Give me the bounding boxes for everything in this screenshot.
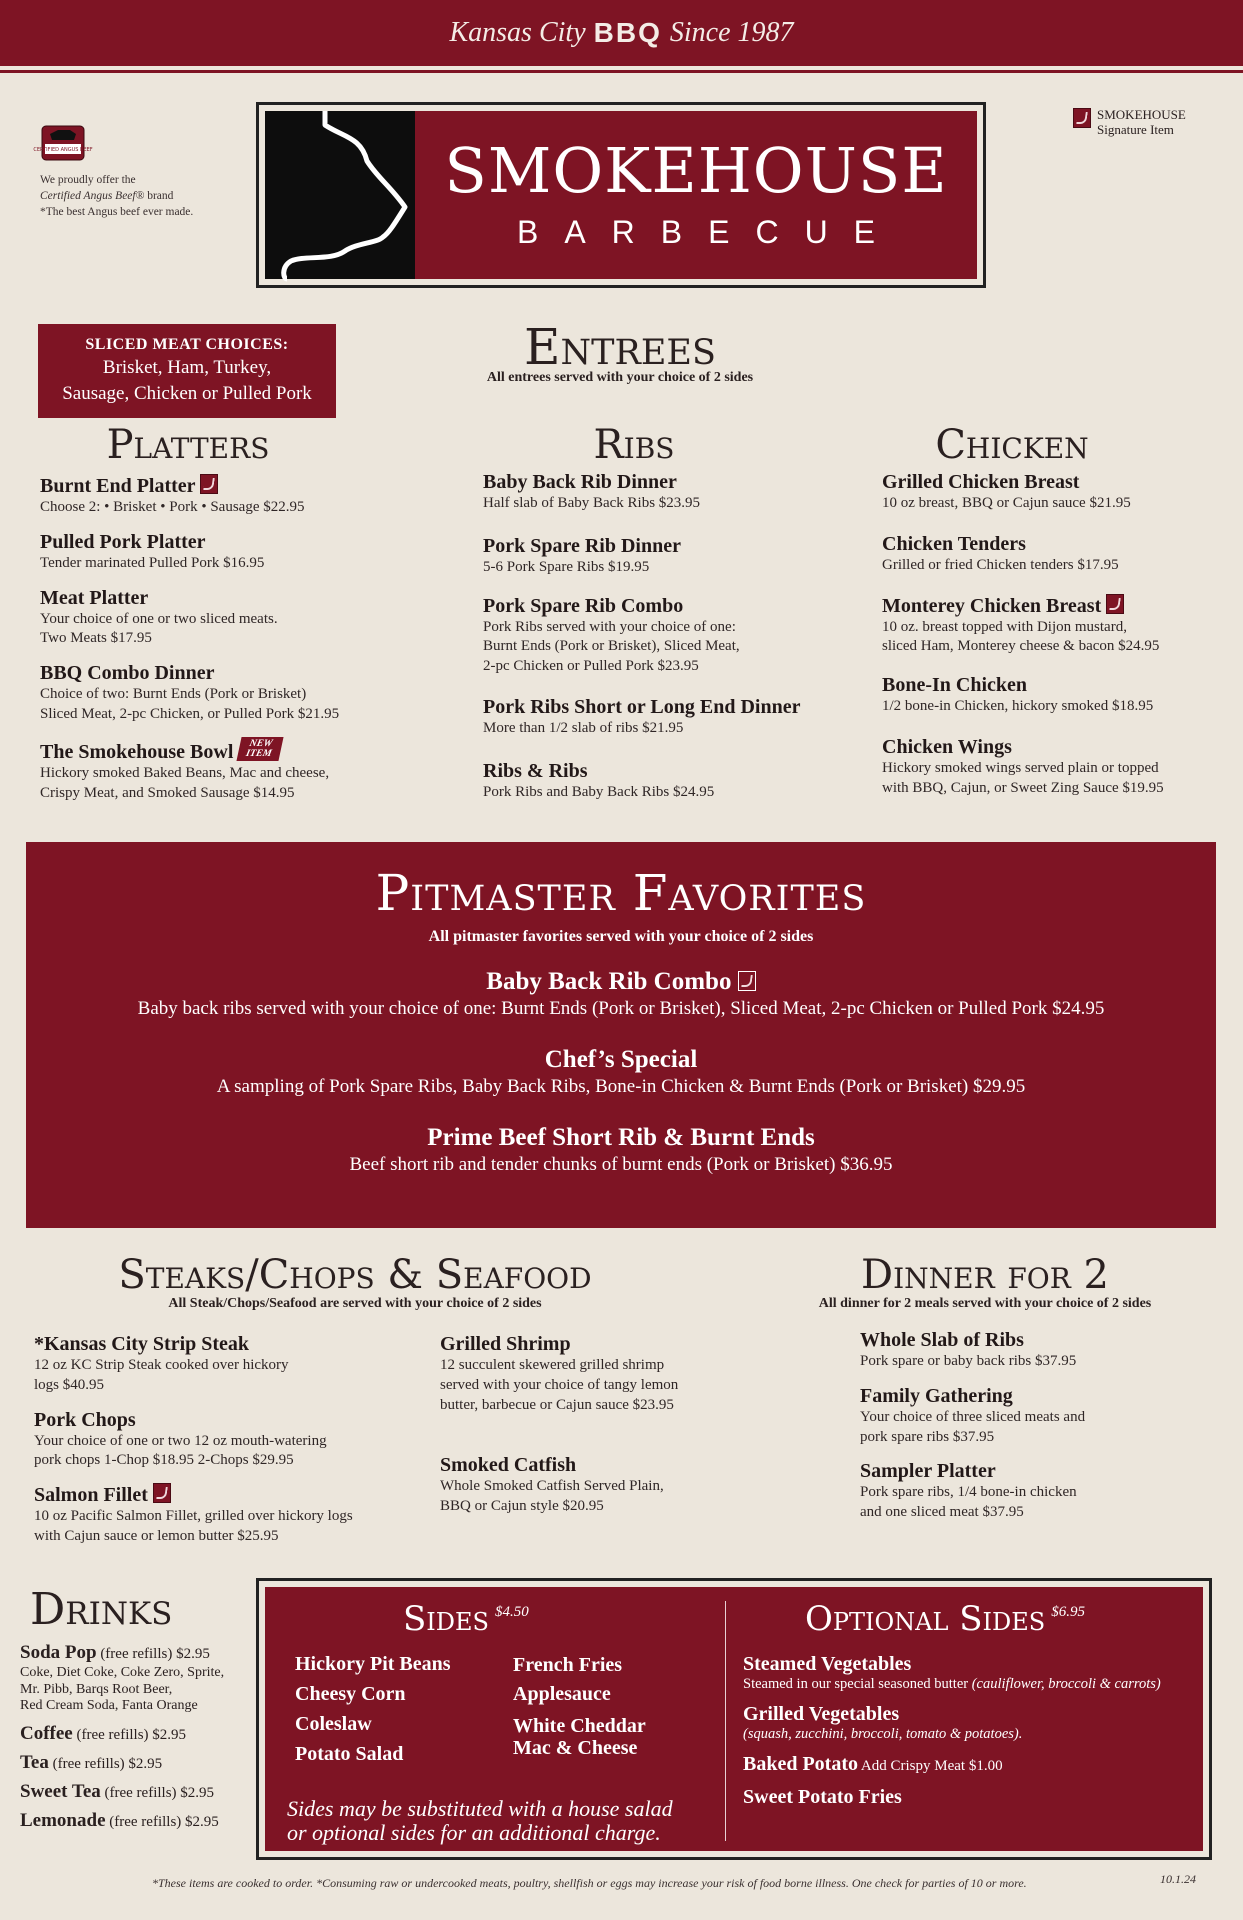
sides-list-col1	[295, 1649, 451, 1769]
item-desc: Choose 2: • Brisket • Pork • Sausage $22.95	[40, 499, 305, 515]
steaks-list-left	[34, 1332, 434, 1559]
item-desc: Hickory smoked Baked Beans, Mac and cheese,	[40, 764, 330, 781]
optional-side-item	[743, 1786, 1203, 1809]
angus-note	[40, 172, 240, 220]
signature-item-icon	[153, 1483, 171, 1503]
item-desc-italic: (squash, zucchini, broccoli, tomato & potatoes).	[743, 1726, 1023, 1742]
item-desc: Choice of two: Burnt Ends (Pork or Brisket)	[40, 686, 307, 703]
item-name: Prime Beef Short Rib & Burnt Ends	[427, 1124, 815, 1151]
drinks-title: Drinks	[30, 1584, 173, 1635]
new-badge-line2: ITEM	[245, 747, 274, 759]
new-badge-line1: NEW	[248, 737, 274, 749]
item-desc: Your choice of one or two 12 oz mouth-watering	[34, 1432, 327, 1449]
sliced-heading: SLICED MEAT CHOICES:	[85, 336, 289, 353]
menu-item	[40, 474, 460, 518]
menu-item	[483, 594, 863, 677]
side-item: Hickory Pit Beans	[295, 1653, 451, 1675]
item-desc: Hickory smoked wings served plain or topped	[882, 759, 1159, 776]
item-desc: 10 oz. breast topped with Dijon mustard,	[882, 618, 1127, 635]
drink-item	[20, 1642, 250, 1665]
item-desc: 2-pc Chicken or Pulled Pork $23.95	[483, 658, 699, 675]
item-desc: pork spare ribs $37.95	[860, 1428, 995, 1445]
item-desc: served with your choice of tangy lemon	[440, 1376, 679, 1393]
version-date: 10.1.24	[1160, 1872, 1196, 1886]
item-desc	[743, 1676, 1203, 1693]
drink-price: (free refills) $2.95	[100, 1784, 215, 1801]
item-desc: butter, barbecue or Cajun sauce $23.95	[440, 1396, 674, 1413]
item-name: Baby Back Rib Dinner	[483, 471, 677, 493]
drink-item	[20, 1810, 250, 1833]
menu-item	[483, 470, 863, 514]
drink-item	[20, 1723, 250, 1746]
item-name: Smoked Catfish	[440, 1454, 577, 1477]
item-desc: Whole Smoked Catfish Served Plain,	[440, 1478, 664, 1495]
menu-item	[40, 586, 460, 650]
item-desc: 5-6 Pork Spare Ribs $19.95	[483, 558, 650, 575]
smokehouse-logo	[256, 102, 986, 288]
angus-brand: Certified Angus Beef®	[40, 190, 145, 203]
menu-item	[26, 1046, 1216, 1098]
drinks-list	[20, 1642, 250, 1832]
item-desc: 12 oz KC Strip Steak cooked over hickory	[34, 1357, 289, 1373]
banner-right: Since 1987	[669, 17, 794, 48]
drink-item	[20, 1752, 250, 1775]
signature-item-icon	[738, 971, 756, 991]
optional-side-item	[743, 1703, 1203, 1743]
drink-price: (free refills) $2.95	[48, 1755, 163, 1772]
menu-item	[34, 1483, 434, 1547]
menu-item	[860, 1328, 1200, 1372]
item-name: Meat Platter	[40, 586, 149, 609]
item-name: Chicken Tenders	[882, 532, 1026, 555]
entrees-subtitle: All entrees served with your choice of 2 sides	[486, 370, 754, 385]
steaks-list-right	[440, 1332, 740, 1529]
sides-note	[287, 1797, 673, 1845]
item-desc: Add Crispy Meat $1.00	[858, 1758, 1003, 1774]
drink-name: Tea	[20, 1751, 49, 1773]
item-desc: Tender marinated Pulled Pork $16.95	[40, 554, 265, 571]
sliced-line1: Brisket, Ham, Turkey,	[102, 357, 272, 378]
ribs-list	[483, 470, 863, 815]
drink-price: (free refills) $2.95	[96, 1646, 210, 1662]
item-name: Ribs & Ribs	[483, 759, 588, 782]
top-rule	[0, 70, 1243, 73]
ribs-title: Ribs	[593, 422, 675, 468]
item-name: Family Gathering	[860, 1384, 1013, 1407]
pig-silhouette-icon	[265, 111, 415, 279]
item-desc: and one sliced meat $37.95	[860, 1504, 1024, 1521]
platters-title: Platters	[106, 422, 270, 468]
item-name: Grilled Vegetables	[743, 1703, 900, 1725]
angus-line3: *The best Angus beef ever made.	[40, 206, 194, 219]
drink-price: (free refills) $2.95	[72, 1727, 187, 1744]
signature-key-line2: Signature Item	[1097, 121, 1174, 137]
sides-title-text: Sides	[403, 1599, 489, 1639]
item-name: Monterey Chicken Breast	[882, 594, 1102, 617]
sides-note-line1: Sides may be substituted with a house salad	[287, 1796, 673, 1821]
menu-item	[882, 532, 1222, 576]
item-name: Baby Back Rib Combo	[486, 968, 732, 995]
item-name: Pulled Pork Platter	[40, 530, 206, 553]
optional-sides-title	[805, 1599, 1085, 1639]
item-name: Bone-In Chicken	[882, 674, 1028, 697]
item-name: Pork Spare Rib Dinner	[483, 534, 681, 557]
item-desc: 10 oz Pacific Salmon Fillet, grilled over hickory logs	[34, 1508, 353, 1525]
item-name: Pork Chops	[34, 1408, 136, 1431]
menu-item	[483, 534, 863, 578]
item-name: BBQ Combo Dinner	[40, 662, 215, 685]
menu-item	[483, 695, 863, 739]
item-desc: Pork spare or baby back ribs $37.95	[860, 1353, 1077, 1369]
angus-line1: We proudly offer the	[40, 174, 136, 186]
item-name: Pork Ribs Short or Long End Dinner	[483, 695, 801, 718]
soda-list-2: Mr. Pibb, Barqs Root Beer,	[20, 1681, 173, 1697]
item-desc: Beef short rib and tender chunks of burnt ends (Pork or Brisket) $36.95	[349, 1154, 893, 1175]
item-desc: Your choice of one or two sliced meats.	[40, 610, 278, 627]
menu-item	[40, 661, 460, 725]
sides-title	[403, 1599, 529, 1639]
menu-item	[440, 1332, 740, 1415]
footer-disclaimer: *These items are cooked to order. *Consuming raw or undercooked meats, poultry, shellfish or eggs may increase your risk of food borne illness. One check for parties of 10 or more.	[152, 1876, 1027, 1890]
item-desc: pork chops 1-Chop $18.95 2-Chops $29.95	[34, 1452, 294, 1469]
sides-list-col2	[513, 1651, 646, 1759]
side-item: Mac & Cheese	[513, 1737, 638, 1759]
item-name: Burnt End Platter	[40, 475, 196, 497]
side-item: Coleslaw	[295, 1713, 372, 1735]
soda-list-3: Red Cream Soda, Fanta Orange	[20, 1698, 198, 1714]
item-name: Baked Potato	[743, 1753, 858, 1775]
menu-item	[882, 470, 1222, 514]
menu-item	[26, 968, 1216, 1020]
chicken-title: Chicken	[935, 422, 1089, 468]
dinner2-subtitle: All dinner for 2 meals served with your choice of 2 sides	[818, 1296, 1152, 1311]
menu-item	[882, 735, 1222, 799]
item-desc: Two Meats $17.95	[40, 630, 152, 647]
item-desc: Sliced Meat, 2-pc Chicken, or Pulled Pork $21.95	[40, 705, 340, 722]
item-desc: A sampling of Pork Spare Ribs, Baby Back Ribs, Bone-in Chicken & Burnt Ends (Pork or Brisket) $29.95	[216, 1076, 1026, 1097]
logo-subtitle: BARBECUE	[516, 213, 902, 250]
menu-item	[483, 759, 863, 803]
item-name: Sampler Platter	[860, 1460, 996, 1483]
item-desc: with Cajun sauce or lemon butter $25.95	[34, 1527, 279, 1544]
entrees-title: Entrees	[524, 318, 716, 376]
signature-item-icon	[1106, 594, 1124, 614]
item-desc: Your choice of three sliced meats and	[860, 1408, 1086, 1425]
steaks-subtitle: All Steak/Chops/Seafood are served with your choice of 2 sides	[168, 1296, 542, 1311]
item-desc: Pork Ribs served with your choice of one:	[483, 618, 736, 635]
item-desc: with BBQ, Cajun, or Sweet Zing Sauce $19.95	[882, 779, 1164, 796]
logo-title: SMOKEHOUSE	[444, 133, 948, 207]
sliced-meat-choices	[38, 324, 336, 418]
item-name: Grilled Shrimp	[440, 1333, 571, 1355]
menu-item	[34, 1332, 434, 1396]
menu-item	[26, 1124, 1216, 1176]
drink-price: (free refills) $2.95	[105, 1813, 219, 1830]
certified-angus-badge-icon	[33, 118, 93, 164]
menu-item	[40, 530, 460, 574]
item-name: *Kansas City Strip Steak	[34, 1333, 250, 1355]
platters-list	[40, 474, 460, 815]
soda-list-1: Coke, Diet Coke, Coke Zero, Sprite,	[20, 1664, 225, 1680]
item-name: The Smokehouse Bowl	[40, 740, 234, 763]
sides-price: $4.50	[494, 1604, 529, 1620]
sides-note-line2: or optional sides for an additional charge.	[287, 1820, 661, 1846]
item-desc: Crispy Meat, and Smoked Sausage $14.95	[40, 784, 295, 801]
side-item: Applesauce	[513, 1683, 611, 1705]
optional-sides-price: $6.95	[1051, 1604, 1085, 1620]
item-desc: Pork spare ribs, 1/4 bone-in chicken	[860, 1484, 1077, 1501]
menu-item	[882, 673, 1222, 717]
item-name: Whole Slab of Ribs	[860, 1329, 1024, 1351]
menu-item	[860, 1384, 1200, 1448]
menu-item	[440, 1453, 740, 1517]
signature-key-line1: SMOKEHOUSE	[1097, 107, 1186, 122]
optional-side-item	[743, 1753, 1203, 1776]
angus-badge-text: CERTIFIED ANGUS BEEF	[33, 147, 93, 153]
dinner2-list	[860, 1328, 1200, 1535]
optional-sides-title-text: Optional Sides	[805, 1599, 1046, 1639]
angus-brand-rest: brand	[144, 190, 174, 203]
item-desc: Grilled or fried Chicken tenders $17.95	[882, 556, 1119, 573]
item-desc-italic: (cauliflower, broccoli & carrots)	[971, 1676, 1161, 1692]
item-desc: More than 1/2 slab of ribs $21.95	[483, 719, 684, 736]
banner-left: Kansas City	[449, 17, 586, 48]
item-desc: Half slab of Baby Back Ribs $23.95	[483, 495, 701, 511]
item-desc: 10 oz breast, BBQ or Cajun sauce $21.95	[882, 495, 1131, 511]
item-name: Steamed Vegetables	[743, 1653, 912, 1675]
item-name: Salmon Fillet	[34, 1484, 148, 1507]
item-desc: sliced Ham, Monterey cheese & bacon $24.95	[882, 638, 1160, 655]
drink-name: Soda Pop	[20, 1642, 97, 1663]
item-name: Pork Spare Rib Combo	[483, 594, 684, 617]
optional-side-item	[743, 1653, 1203, 1693]
item-name: Sweet Potato Fries	[743, 1786, 902, 1808]
menu-item	[882, 594, 1222, 658]
side-item: White Cheddar	[513, 1715, 646, 1737]
drink-item	[20, 1781, 250, 1804]
menu-item	[860, 1459, 1200, 1523]
item-desc: 1/2 bone-in Chicken, hickory smoked $18.95	[882, 698, 1154, 715]
menu-item	[34, 1408, 434, 1472]
sides-box	[256, 1578, 1212, 1860]
signature-item-icon	[1073, 108, 1091, 128]
item-desc-text: Steamed in our special seasoned butter	[743, 1676, 972, 1692]
item-name: Chicken Wings	[882, 735, 1012, 758]
steaks-title: Steaks/Chops & Seafood	[118, 1252, 592, 1298]
sides-divider	[725, 1601, 726, 1841]
item-desc	[743, 1726, 1203, 1743]
signature-item-icon	[200, 474, 218, 494]
item-name: Grilled Chicken Breast	[882, 471, 1080, 493]
pitmaster-favorites	[26, 842, 1216, 1228]
drink-name: Sweet Tea	[20, 1780, 101, 1802]
side-item: Potato Salad	[295, 1743, 404, 1765]
item-name: Chef’s Special	[544, 1046, 698, 1073]
sliced-line2: Sausage, Chicken or Pulled Pork	[62, 382, 312, 404]
signature-key	[1073, 108, 1186, 138]
item-desc: logs $40.95	[34, 1376, 105, 1393]
drink-name: Coffee	[20, 1723, 73, 1745]
item-desc: 12 succulent skewered grilled shrimp	[440, 1357, 665, 1373]
item-desc: Pork Ribs and Baby Back Ribs $24.95	[483, 783, 715, 800]
angus-line2	[40, 188, 240, 204]
side-item: French Fries	[513, 1654, 623, 1676]
pitmaster-subtitle: All pitmaster favorites served with your choice of 2 sides	[428, 928, 814, 945]
top-banner	[0, 0, 1243, 66]
menu-item	[40, 737, 460, 804]
dinner2-title: Dinner for 2	[861, 1252, 1109, 1298]
banner-bbq: BBQ	[593, 17, 662, 48]
chicken-list	[882, 470, 1222, 811]
drink-name: Lemonade	[20, 1809, 106, 1831]
side-item: Cheesy Corn	[295, 1683, 406, 1705]
item-desc: Burnt Ends (Pork or Brisket), Sliced Meat,	[483, 638, 740, 655]
new-item-badge	[237, 737, 284, 761]
item-desc: Baby back ribs served with your choice of one: Burnt Ends (Pork or Brisket), Sliced Meat, 2-pc Chicken or Pulled Pork $24.95	[137, 998, 1105, 1019]
optional-sides-list	[743, 1653, 1203, 1819]
item-desc: BBQ or Cajun style $20.95	[440, 1498, 604, 1515]
pitmaster-title: Pitmaster Favorites	[375, 864, 867, 922]
